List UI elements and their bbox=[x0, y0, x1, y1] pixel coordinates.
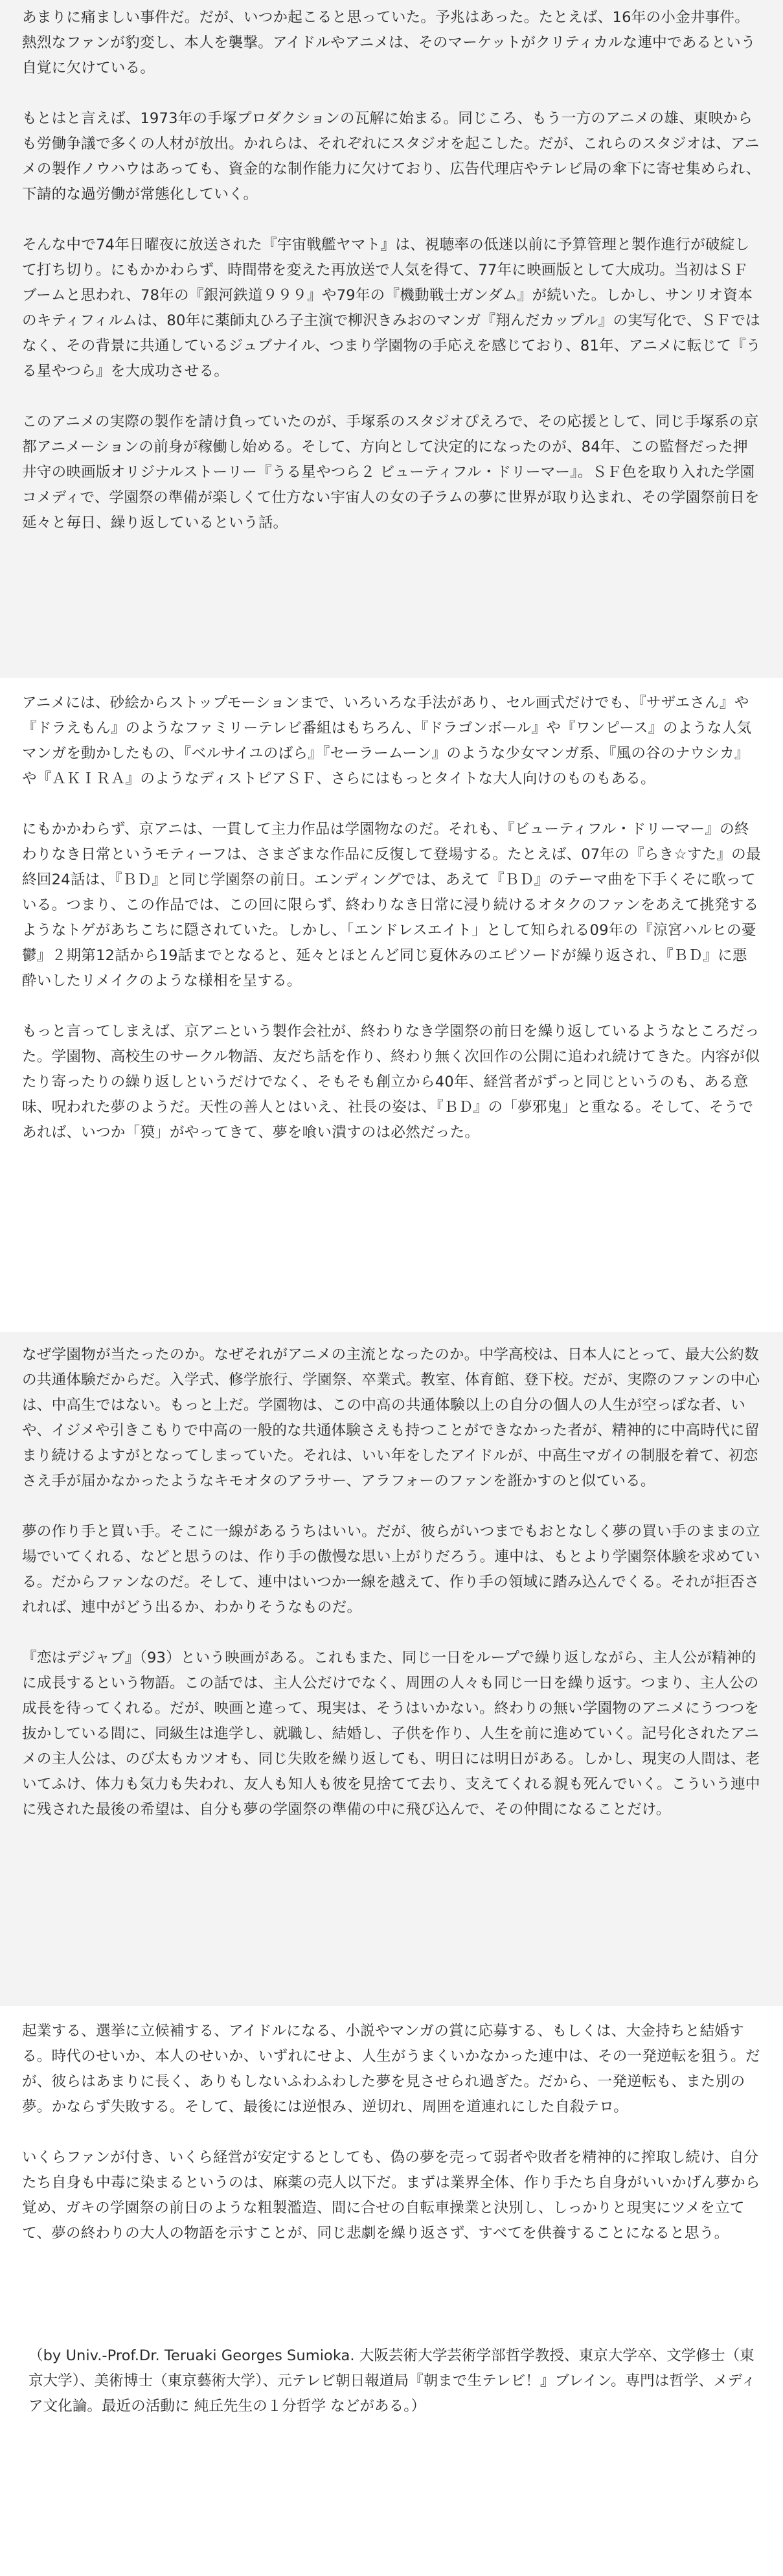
paragraph: いくらファンが付き、いくら経営が安定するとしても、偽の夢を売って弱者や敗者を精神的に搾取し続け、自分たち自身も中毒に染まるというのは、麻薬の売人以下だ。まずは業界全体、作り手たち自身がいいかげん夢から覚め、ガキの学園祭の前日のような粗製濫造、間に合せの自転車操業と決別し、しっかりと現実にツメを立てて、夢の終わりの大人の物語を示すことが、同じ悲劇を繰り返さず、すべてを供養することになると思う。 bbox=[22, 2149, 760, 2242]
article-section-2 bbox=[0, 678, 783, 1332]
paragraph: そんな中で74年日曜夜に放送された『宇宙戦艦ヤマト』は、視聴率の低迷以前に予算管理と製作進行が破綻して打ち切り。にもかかわらず、時間帯を変えた再放送で人気を得て、77年に映画版として大成功。当初はＳＦブームと思われ、78年の『銀河鉄道９９９』や79年の『機動戦士ガンダム』が続いた。しかし、サンリオ資本のキティフィルムは、80年に薬師丸ひろ子主演で柳沢きみおのマンガ『翔んだカップル』の実写化で、ＳＦではなく、その背景に共通しているジュブナイル、つまり学園物の手応えを感じており、81年、アニメに転じて『うる星やつら』を大成功させる。 bbox=[22, 236, 761, 380]
paragraph: あまりに痛ましい事件だ。だが、いつか起こると思っていた。予兆はあった。たとえば、16年の小金井事件。熱烈なファンが豹変し、本人を襲撃。アイドルやアニメは、そのマーケットがクリティカルな連中であるという自覚に欠けている。 bbox=[22, 9, 756, 76]
article-section-4 bbox=[0, 2006, 783, 2576]
paragraph: にもかかわらず、京アニは、一貫して主力作品は学園物なのだ。それも、『ビューティフル・ドリーマー』の終わりなき日常というモティーフは、さまざまな作品に反復して登場する。たとえば、07年の『らき☆すた』の最終回24話は、『ＢＤ』と同じ学園祭の前日。エンディングでは、あえて『ＢＤ』のテーマ曲を下手くそに歌っている。つまり、この作品では、この回に限らず、終わりなき日常に浸り続けるオタクのファンをあえて挑発するようなトゲがあちこちに隠されていた。しかし、「エンドレスエイト」として知られる09年の『涼宮ハルヒの憂鬱』２期第12話から19話までとなると、延々とほとんど同じ夏休みのエピソードが繰り返され、『ＢＤ』に悪酔いしたリメイクのような様相を呈する。 bbox=[22, 821, 761, 989]
paragraph: もとはと言えば、1973年の手塚プロダクションの瓦解に始まる。同じころ、もう一方のアニメの雄、東映からも労働争議で多くの人材が放出。かれらは、それぞれにスタジオを起こした。だが、これらのスタジオは、アニメの製作ノウハウはあっても、資金的な制作能力に欠けており、広告代理店やテレビ局の傘下に寄せ集められ、下請的な過労働が常態化していく。 bbox=[22, 110, 761, 203]
paragraph: もっと言ってしまえば、京アニという製作会社が、終わりなき学園祭の前日を繰り返しているようなところだった。学園物、高校生のサークル物語、友だち話を作り、終わり無く次回作の公開に追われ続けてきた。内容が似たり寄ったりの繰り返しというだけでなく、そもそも創立から40年、経営者がずっと同じというのも、ある意味、呪われた夢のようだ。天性の善人とはいえ、社長の姿は、『ＢＤ』の「夢邪鬼」と重なる。そして、そうであれば、いつか「獏」がやってきて、夢を喰い潰すのは必然だった。 bbox=[22, 1023, 760, 1141]
article-section-3 bbox=[0, 1332, 783, 2006]
paragraph: 起業する、選挙に立候補する、アイドルになる、小説やマンガの賞に応募する、もしくは、大金持ちと結婚する。時代のせいか、本人のせいか、いずれにせよ、人生がうまくいかなかった連中は、その一発逆転を狙う。だが、彼らはあまりに長く、ありもしないふわふわした夢を見させられ過ぎた。だから、一発逆転も、また別の夢。かならず失敗する。そして、最後には逆恨み、逆切れ、周囲を道連れにした自殺テロ。 bbox=[22, 2023, 760, 2115]
paragraph: アニメには、砂絵からストップモーションまで、いろいろな手法があり、セル画式だけでも、『サザエさん』や『ドラえもん』のようなファミリーテレビ番組はもちろん、『ドラゴンボール』や『ワンピース』のような人気マンガを動かしたもの、『ベルサイユのばら』『セーラームーン』のような少女マンガ系、『風の谷のナウシカ』や『ＡＫＩＲＡ』のようなディストピアＳＦ、さらにはもっとタイトな大人向けのものもある。 bbox=[22, 695, 752, 787]
paragraph: 『恋はデジャブ』（93）という映画がある。これもまた、同じ一日をループで繰り返しながら、主人公が精神的に成長するという物語。この話では、主人公だけでなく、周囲の人々も同じ一日を繰り返す。つまり、主人公の成長を待ってくれる。だが、映画と違って、現実は、そうはいかない。終わりの無い学園物のアニメにうつつを抜かしている間に、同級生は進学し、就職し、結婚し、子供を作り、人生を前に進めていく。記号化されたアニメの主人公は、のび太もカツオも、同じ失敗を繰り返しても、明日には明日がある。しかし、現実の人間は、老いてふけ、体力も気力も失われ、友人も知人も彼を見捨てて去り、支えてくれる親も死んでいく。こういう連中に残された最後の希望は、自分も夢の学園祭の準備の中に飛び込んで、その仲間になることだけ。 bbox=[22, 1650, 760, 1818]
paragraph: なぜ学園物が当たったのか。なぜそれがアニメの主流となったのか。中学高校は、日本人にとって、最大公約数の共通体験だからだ。入学式、修学旅行、学園祭、卒業式。教室、体育館、登下校。だが、実際のファンの中心は、中高生ではない。もっと上だ。学園物は、この中高の共通体験以上の自分の個人の人生が空っぽな者、いや、イジメや引きこもりで中高の一般的な共通体験さえも持つことができなかった者が、精神的に中高時代に留まり続けるよすがとなってしまっていた。それは、いい年をしたアイドルが、中高生マガイの制服を着て、初恋さえ手が届かなかったようなキモオタのアラサー、アラフォーのファンを誑かすのと似ている。 bbox=[22, 1346, 760, 1489]
author-credit: （by Univ.-Prof.Dr. Teruaki Georges Sumioka. 大阪芸術大学芸術学部哲学教授、東京大学卒、文学修士（東京大学）、美術博士（東京藝術大学）、元テレビ朝日報道局『朝まで生テレビ！』ブレイン。専門は哲学、メディア文化論。最近の活動に 純丘先生の１分哲学 などがある。） bbox=[28, 2347, 756, 2415]
paragraph: 夢の作り手と買い手。そこに一線があるうちはいい。だが、彼らがいつまでもおとなしく夢の買い手のままの立場でいてくれる、などと思うのは、作り手の傲慢な思い上がりだろう。連中は、もとより学園祭体験を求めている。だからファンなのだ。そして、連中はいつか一線を越えて、作り手の領域に踏み込んでくる。それが拒否されれば、連中がどう出るか、わかりそうなものだ。 bbox=[22, 1523, 760, 1616]
article-section-1 bbox=[0, 0, 783, 678]
paragraph: このアニメの実際の製作を請け負っていたのが、手塚系のスタジオぴえろで、その応援として、同じ手塚系の京都アニメーションの前身が稼働し始める。そして、方向として決定的になったのが、84年、この監督だった押井守の映画版オリジナルストーリー『うる星やつら２ ビューティフル・ドリーマー』。ＳＦ色を取り入れた学園コメディで、学園祭の準備が楽しくて仕方ない宇宙人の女の子ラムの夢に世界が取り込まれ、その学園祭前日を延々と毎日、繰り返しているという話。 bbox=[22, 413, 760, 531]
